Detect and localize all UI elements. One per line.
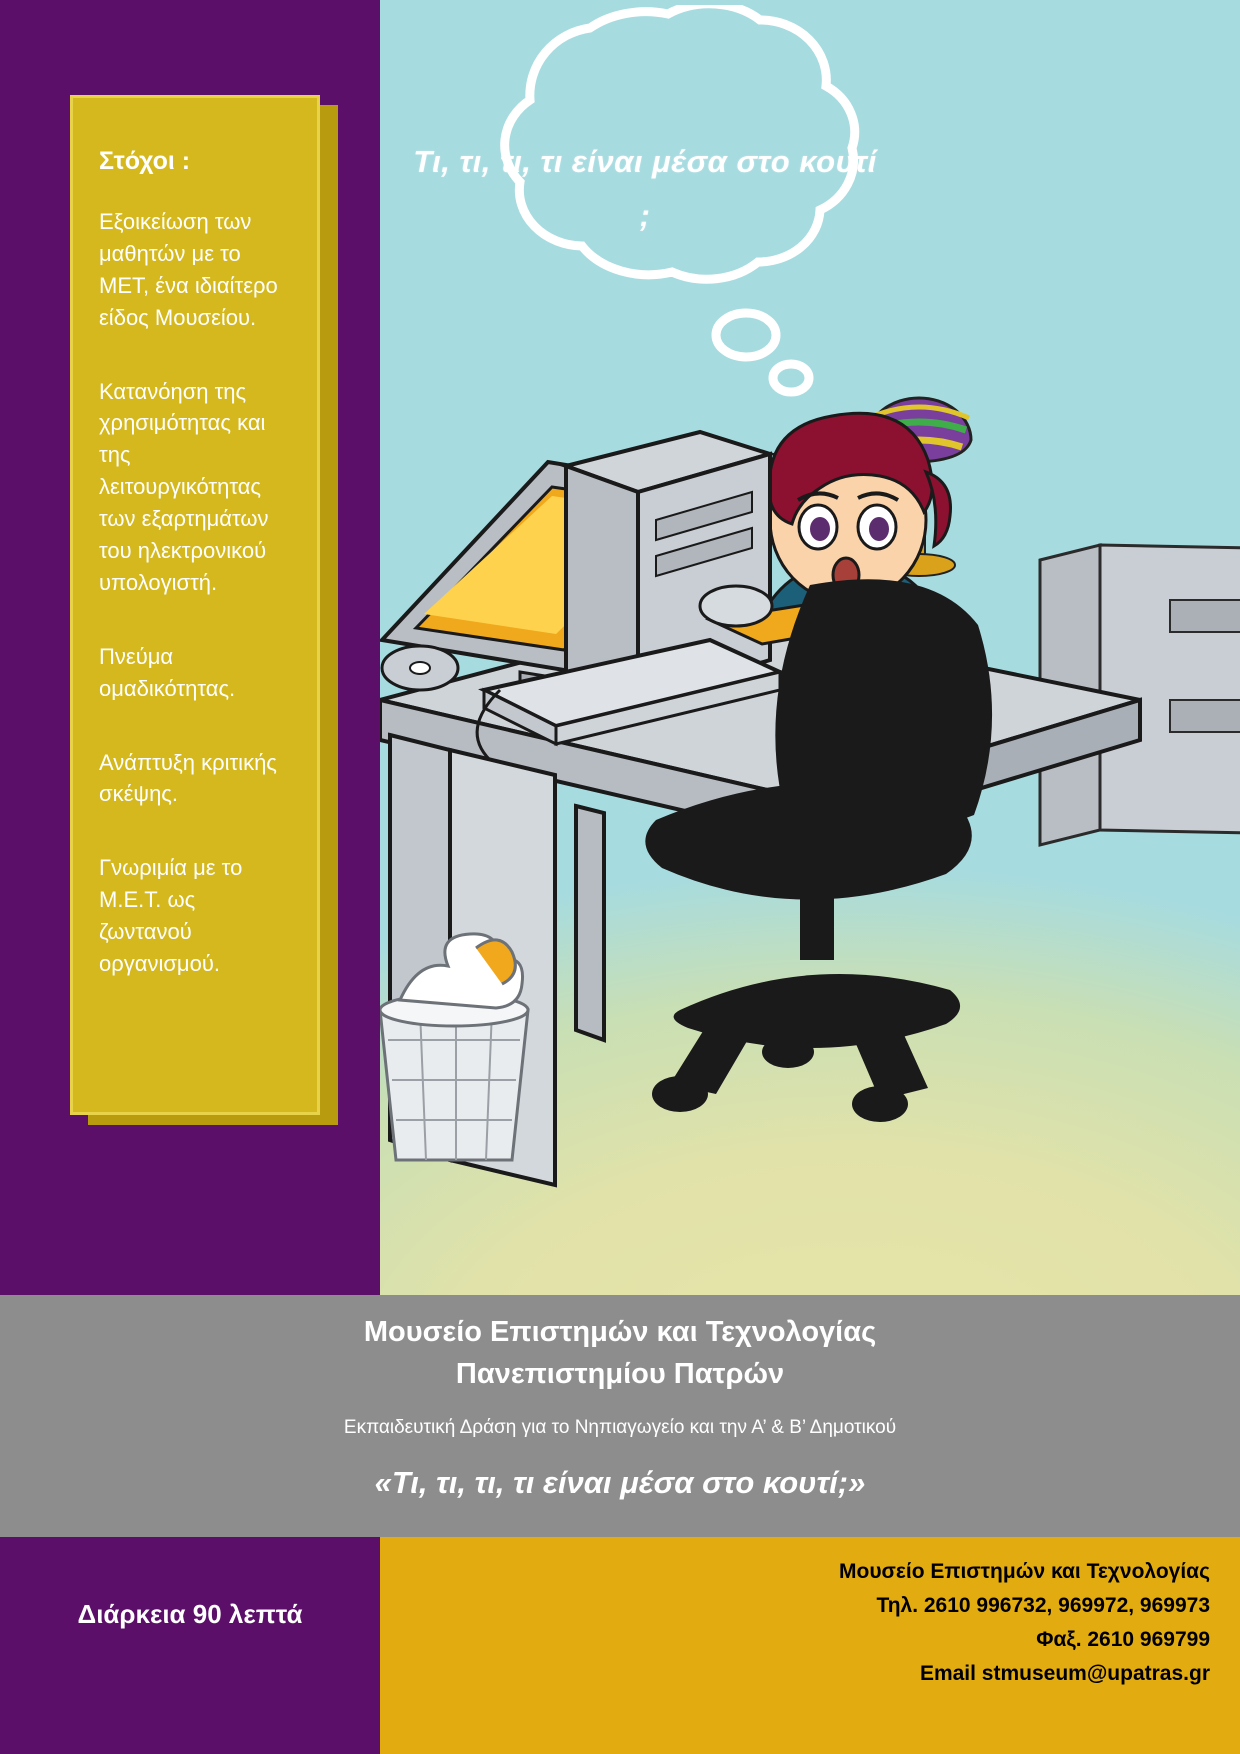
goals-box — [70, 95, 320, 1115]
contact-phone: Τηλ. 2610 996732, 969972, 969973 — [876, 1594, 1210, 1618]
title-banner — [0, 1295, 1240, 1537]
footer-duration-panel — [0, 1537, 380, 1754]
goals-item: Κατανόηση της χρησιμότητας και της λειτουργικότητας των εξαρτημάτων του ηλεκτρονικού υπολογιστή. — [99, 378, 269, 595]
museum-name-line2: Πανεπιστημίου Πατρών — [455, 1358, 785, 1391]
activity-subtitle: Εκπαιδευτική Δράση για το Νηπιαγωγείο και την Α’ & Β’ Δημοτικού — [343, 1417, 897, 1439]
illustration-panel — [380, 0, 1240, 1295]
goals-item: Πνεύμα ομαδικότητας. — [99, 643, 236, 701]
footer-contact-panel — [380, 1537, 1240, 1754]
desk-scene — [380, 0, 1240, 1295]
goals-item: Εξοικείωση των μαθητών με το ΜΕΤ, ένα ιδιαίτερο είδος Μουσείου. — [99, 209, 278, 330]
contact-fax: Φαξ. 2610 969799 — [1036, 1628, 1210, 1652]
goals-item: Γνωριμία με το Μ.Ε.Τ. ως ζωντανού οργανισμού. — [99, 855, 243, 977]
contact-museum-name: Μουσείο Επιστημών και Τεχνολογίας — [839, 1560, 1210, 1583]
footer-area — [0, 1537, 1240, 1754]
duration-label: Διάρκεια 90 λεπτά — [77, 1599, 303, 1629]
activity-title-quote: «Τι, τι, τι, τι είναι μέσα στο κουτί;» — [374, 1465, 866, 1501]
thought-bubble-text: Τι, τι, τι, τι είναι μέσα στο κουτί ; — [413, 144, 877, 234]
museum-name-line1: Μουσείο Επιστημών και Τεχνολογίας — [363, 1316, 877, 1348]
contact-email: Email stmuseum@upatras.gr — [919, 1662, 1210, 1686]
goals-item: Ανάπτυξη κριτικής σκέψης. — [99, 749, 277, 807]
goals-title: Στόχοι : — [99, 147, 191, 175]
